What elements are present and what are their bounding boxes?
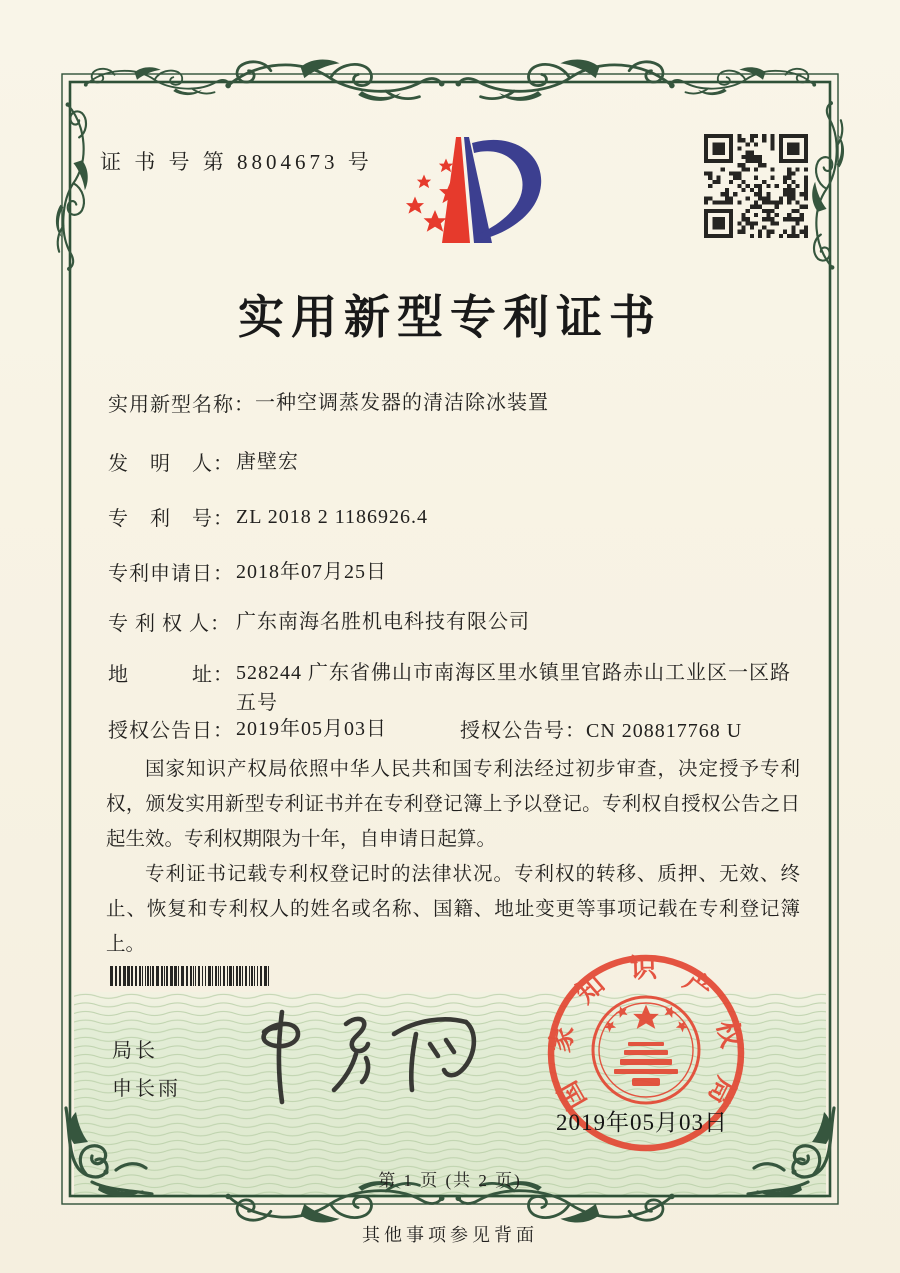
page-number: 第 1 页 (共 2 页) bbox=[378, 1171, 522, 1190]
seal-ring-text: 国家知识产权局 bbox=[545, 952, 747, 1115]
signatory-name: 申长雨 bbox=[112, 1078, 181, 1100]
cnipa-patent-logo-icon bbox=[394, 130, 546, 252]
legal-text bbox=[106, 752, 800, 962]
qr-code-icon bbox=[704, 134, 808, 238]
field-label: 专 利 权 人： bbox=[108, 613, 231, 635]
field-value: 2018年07月25日 bbox=[236, 561, 387, 583]
legal-paragraph-1: 国家知识产权局依照中华人民共和国专利法经过初步审查，决定授予专利权，颁发实用新型专利证书并在专利登记簿上予以登记。专利权自授权公告之日起生效。专利权期限为十年，自申请日起算。 bbox=[106, 759, 800, 850]
field-value: 2019年05月03日 bbox=[236, 718, 387, 740]
field-label: 实用新型名称： bbox=[108, 394, 255, 416]
field-label: 专利申请日： bbox=[108, 563, 234, 585]
svg-text:国家知识产权局 bbox=[545, 953, 746, 1115]
certificate-number: 证 书 号 第 8804673 号 bbox=[100, 150, 373, 174]
field-value: 一种空调蒸发器的清洁除冰装置 bbox=[255, 392, 549, 414]
legal-paragraph-2: 专利证书记载专利权登记时的法律状况。专利权的转移、质押、无效、终止、恢复和专利权人的姓名或名称、国籍、地址变更等事项记载在专利登记簿上。 bbox=[106, 864, 800, 955]
national-emblem-icon bbox=[593, 997, 699, 1103]
seal-date: 2019年05月03日 bbox=[556, 1110, 728, 1135]
field-value: ZL 2018 2 1186926.4 bbox=[236, 506, 428, 528]
field-label: 授权公告日： bbox=[108, 720, 234, 742]
field-value: 唐壁宏 bbox=[236, 451, 299, 473]
field-value: 528244 广东省佛山市南海区里水镇里官路赤山工业区一区路五号 bbox=[236, 662, 791, 714]
back-side-note: 其他事项参见背面 bbox=[362, 1225, 538, 1245]
field-row-patentee bbox=[108, 607, 801, 637]
field-row-address bbox=[108, 658, 801, 718]
certificate-title: 实用新型专利证书 bbox=[238, 292, 662, 343]
field-label: 地 址： bbox=[108, 664, 234, 686]
field-value: CN 208817768 U bbox=[586, 720, 743, 742]
field-row-filing-date bbox=[108, 557, 801, 587]
field-row-name bbox=[108, 388, 820, 418]
handwritten-signature-icon bbox=[248, 998, 493, 1116]
signatory-title: 局长 bbox=[112, 1040, 158, 1062]
barcode-icon bbox=[110, 966, 272, 986]
field-row-inventor bbox=[108, 447, 801, 477]
field-value: 广东南海名胜机电科技有限公司 bbox=[236, 611, 530, 633]
field-row-patent-number bbox=[108, 502, 801, 532]
field-label: 授权公告号： bbox=[460, 720, 586, 742]
field-label: 发 明 人： bbox=[108, 453, 234, 475]
field-label: 专 利 号： bbox=[108, 508, 234, 530]
field-row-grant-number bbox=[460, 714, 742, 743]
